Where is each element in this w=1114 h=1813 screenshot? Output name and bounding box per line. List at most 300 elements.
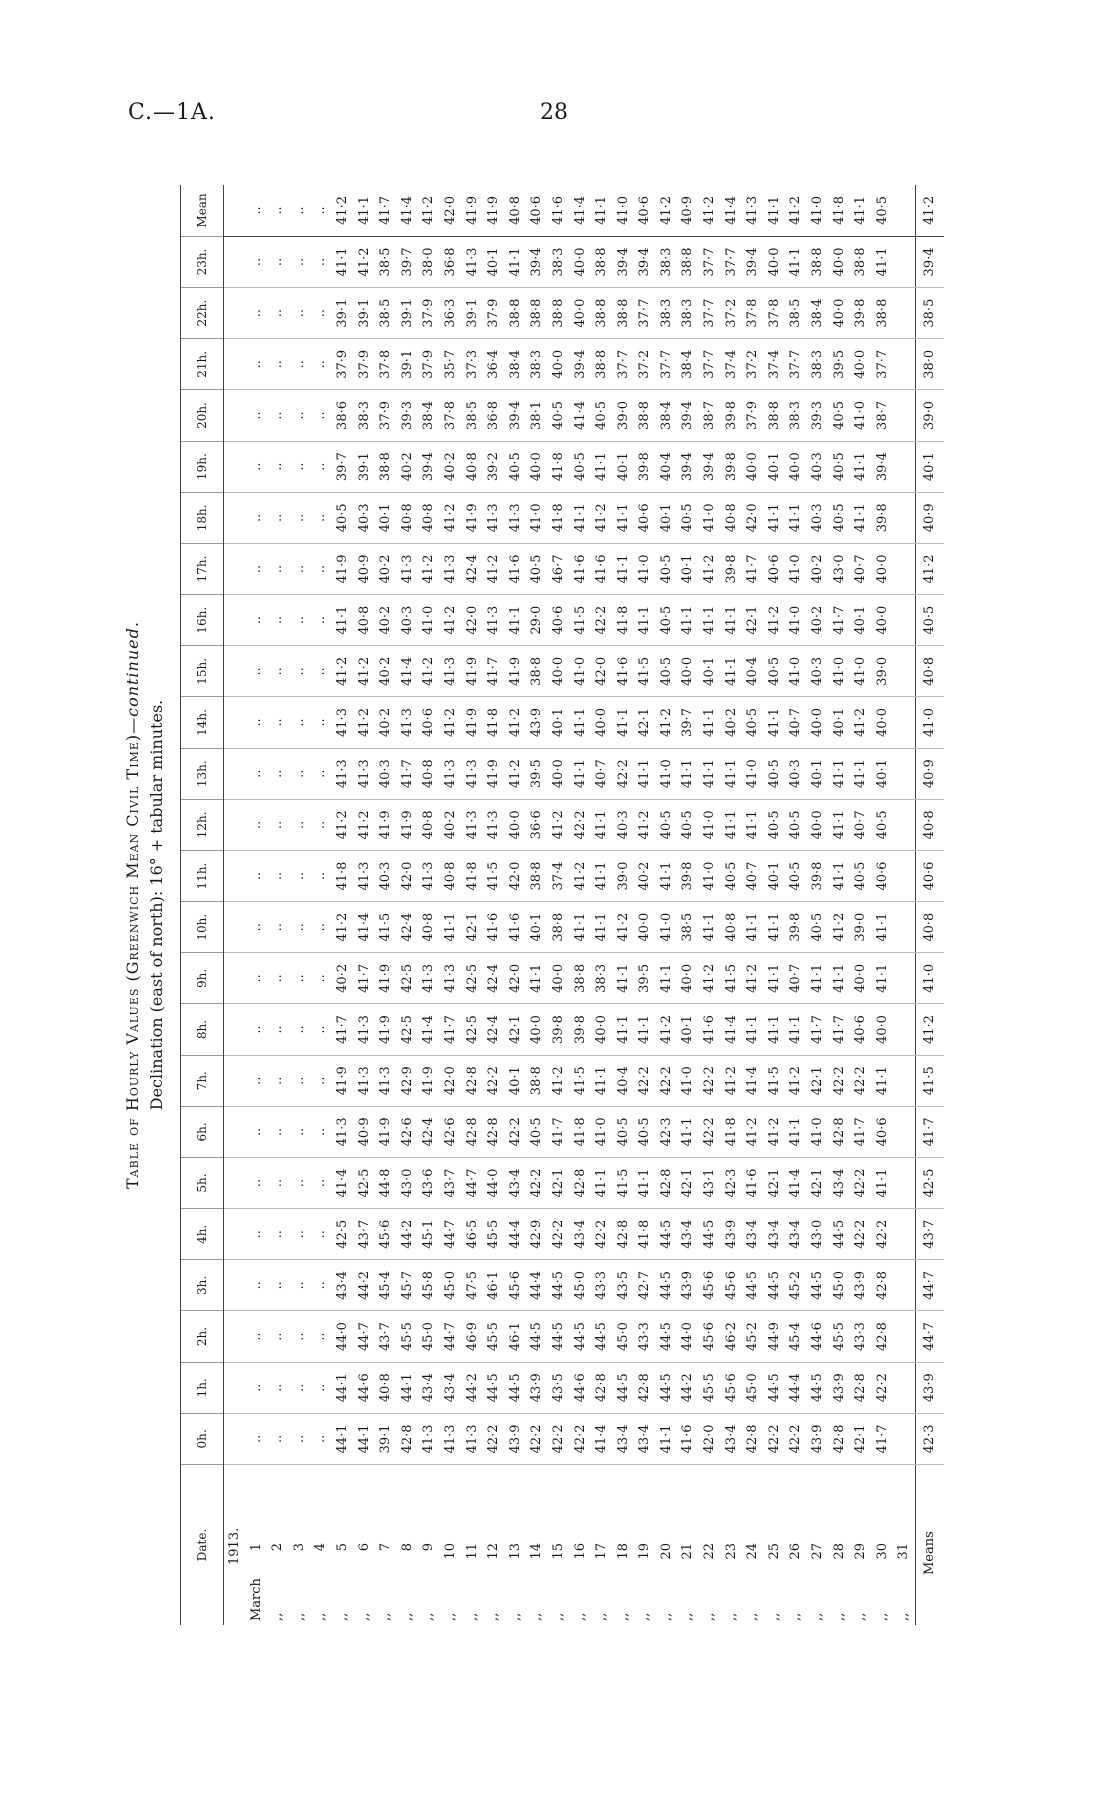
- value-cell: 41·1: [591, 1055, 613, 1106]
- blank-cell: [224, 595, 246, 646]
- value-cell: 41·1: [570, 697, 592, 748]
- value-cell: 39·4: [613, 236, 635, 287]
- date-month: ,,: [313, 1612, 329, 1621]
- value-cell: 42·2: [548, 1413, 570, 1464]
- value-cell: 43·5: [613, 1260, 635, 1311]
- mean-value-cell: 40·9: [916, 492, 945, 543]
- value-cell: 44·5: [807, 1362, 829, 1413]
- value-cell: 41·7: [548, 1106, 570, 1157]
- value-cell: 39·0: [613, 390, 635, 441]
- date-month: ,,: [291, 1612, 307, 1621]
- value-cell: 36·6: [526, 799, 548, 850]
- value-cell: 44·4: [785, 1362, 807, 1413]
- value-cell: 40·6: [634, 492, 656, 543]
- value-cell: 41·1: [677, 748, 699, 799]
- value-cell: 39·4: [634, 236, 656, 287]
- value-cell: 36·4: [483, 339, 505, 390]
- value-cell: 40·0: [548, 339, 570, 390]
- header-row: [181, 185, 224, 1625]
- value-cell: 41·6: [699, 1004, 721, 1055]
- value-cell: 41·0: [677, 1055, 699, 1106]
- value-cell: 42·2: [634, 1055, 656, 1106]
- value-cell: 44·5: [570, 1311, 592, 1362]
- value-cell: 42·0: [742, 492, 764, 543]
- value-cell: 40·0: [548, 646, 570, 697]
- value-cell: 41·8: [613, 595, 635, 646]
- value-cell: 41·2: [418, 185, 440, 236]
- date-month: ,,: [874, 1612, 890, 1621]
- value-cell: 41·1: [505, 236, 527, 287]
- value-cell: 41·5: [570, 1055, 592, 1106]
- date-day: 26: [788, 1543, 804, 1560]
- value-cell: ..: [310, 748, 332, 799]
- value-cell: 39·1: [397, 339, 419, 390]
- column-header: 3h.: [181, 1260, 224, 1311]
- value-cell: 42·1: [764, 1157, 786, 1208]
- value-cell: 43·9: [850, 1260, 872, 1311]
- value-cell: 40·6: [872, 850, 894, 901]
- table-row: [613, 185, 635, 1625]
- column-header: 22h.: [181, 288, 224, 339]
- value-cell: 44·5: [656, 1311, 678, 1362]
- value-cell: 41·9: [483, 748, 505, 799]
- value-cell: ..: [310, 697, 332, 748]
- value-cell: 41·4: [397, 646, 419, 697]
- value-cell: 41·2: [656, 1004, 678, 1055]
- value-cell: 37·8: [742, 288, 764, 339]
- date-cell: [246, 1465, 268, 1626]
- value-cell: 40·0: [526, 441, 548, 492]
- value-cell: 40·5: [829, 492, 851, 543]
- value-cell: ..: [246, 288, 268, 339]
- value-cell: 41·1: [829, 850, 851, 901]
- value-cell: 42·2: [591, 1209, 613, 1260]
- value-cell: 41·1: [850, 748, 872, 799]
- value-cell: 41·8: [462, 850, 484, 901]
- value-cell: 41·1: [570, 748, 592, 799]
- value-cell: 44·5: [613, 1362, 635, 1413]
- value-cell: 40·1: [505, 1055, 527, 1106]
- blank-cell: [224, 1209, 246, 1260]
- date-cell: [893, 1465, 915, 1626]
- value-cell: 38·4: [677, 339, 699, 390]
- column-header: 18h.: [181, 492, 224, 543]
- value-cell: ..: [289, 748, 311, 799]
- value-cell: 41·0: [850, 390, 872, 441]
- date-month: ,,: [378, 1612, 394, 1621]
- value-cell: 43·0: [397, 1157, 419, 1208]
- value-cell: 42·2: [505, 1106, 527, 1157]
- mean-value-cell: 40·8: [916, 646, 945, 697]
- value-cell: 44·1: [332, 1413, 354, 1464]
- table-row: [289, 185, 311, 1625]
- value-cell: 41·3: [418, 1413, 440, 1464]
- value-cell: 41·4: [742, 1055, 764, 1106]
- blank-cell: [224, 1362, 246, 1413]
- value-cell: 41·3: [462, 799, 484, 850]
- value-cell: 42·8: [570, 1157, 592, 1208]
- blank-cell: [224, 236, 246, 287]
- value-cell: 41·2: [505, 697, 527, 748]
- date-day: 28: [831, 1543, 847, 1560]
- value-cell: 41·1: [699, 748, 721, 799]
- value-cell: 42·2: [591, 595, 613, 646]
- blank-cell: [224, 390, 246, 441]
- date-cell: [785, 1465, 807, 1626]
- value-cell: 41·5: [613, 1157, 635, 1208]
- value-cell: 41·4: [721, 185, 743, 236]
- value-cell: 41·2: [591, 492, 613, 543]
- value-cell: 45·0: [570, 1260, 592, 1311]
- value-cell: ..: [246, 850, 268, 901]
- value-cell: 40·6: [850, 1004, 872, 1055]
- date-month: ,,: [853, 1612, 869, 1621]
- value-cell: 40·2: [375, 543, 397, 594]
- value-cell: 42·1: [634, 697, 656, 748]
- value-cell: 41·1: [872, 1157, 894, 1208]
- mean-value-cell: 40·8: [916, 902, 945, 953]
- value-cell: 42·8: [462, 1055, 484, 1106]
- value-cell: 41·0: [591, 1106, 613, 1157]
- value-cell: 43·4: [764, 1209, 786, 1260]
- value-cell: 40·0: [850, 953, 872, 1004]
- value-cell: 37·7: [699, 339, 721, 390]
- value-cell: 38·8: [807, 236, 829, 287]
- column-header: 23h.: [181, 236, 224, 287]
- value-cell: ..: [310, 1106, 332, 1157]
- date-cell: [742, 1465, 764, 1626]
- value-cell: 42·2: [785, 1413, 807, 1464]
- value-cell: 41·1: [764, 953, 786, 1004]
- value-cell: 41·3: [375, 1055, 397, 1106]
- blank-cell: [224, 799, 246, 850]
- value-cell: 45·0: [613, 1311, 635, 1362]
- value-cell: 43·4: [677, 1209, 699, 1260]
- year-label: 1913.: [227, 1527, 242, 1565]
- value-cell: ..: [289, 646, 311, 697]
- value-cell: [893, 850, 915, 901]
- value-cell: 39·3: [397, 390, 419, 441]
- value-cell: 37·7: [785, 339, 807, 390]
- value-cell: 40·9: [354, 543, 376, 594]
- value-cell: 43·7: [440, 1157, 462, 1208]
- table-row: [483, 185, 505, 1625]
- value-cell: 41·3: [332, 748, 354, 799]
- value-cell: 41·3: [354, 748, 376, 799]
- value-cell: 41·1: [591, 799, 613, 850]
- value-cell: 42·1: [505, 1004, 527, 1055]
- date-month: ,,: [334, 1612, 350, 1621]
- value-cell: ..: [310, 1209, 332, 1260]
- value-cell: 38·8: [548, 902, 570, 953]
- value-cell: 41·7: [829, 595, 851, 646]
- value-cell: [893, 185, 915, 236]
- value-cell: 42·0: [505, 850, 527, 901]
- value-cell: 41·4: [397, 185, 419, 236]
- table-row: [656, 185, 678, 1625]
- value-cell: 40·8: [440, 850, 462, 901]
- value-cell: ..: [289, 1260, 311, 1311]
- value-cell: ..: [246, 185, 268, 236]
- value-cell: ..: [246, 646, 268, 697]
- value-cell: 40·0: [829, 236, 851, 287]
- value-cell: 43·4: [613, 1413, 635, 1464]
- value-cell: 39·7: [397, 236, 419, 287]
- value-cell: 39·3: [807, 390, 829, 441]
- date-day: 16: [572, 1543, 588, 1560]
- value-cell: 41·4: [418, 1004, 440, 1055]
- value-cell: 39·1: [332, 288, 354, 339]
- value-cell: 39·8: [677, 850, 699, 901]
- mean-value-cell: 41·5: [916, 1055, 945, 1106]
- value-cell: 41·4: [332, 1157, 354, 1208]
- table-row: [850, 185, 872, 1625]
- value-cell: ..: [246, 1106, 268, 1157]
- value-cell: ..: [289, 799, 311, 850]
- value-cell: 40·3: [397, 595, 419, 646]
- value-cell: 40·5: [634, 1106, 656, 1157]
- value-cell: 41·1: [570, 902, 592, 953]
- value-cell: ..: [310, 953, 332, 1004]
- value-cell: 42·8: [656, 1157, 678, 1208]
- value-cell: 41·9: [505, 646, 527, 697]
- value-cell: 41·5: [764, 1055, 786, 1106]
- value-cell: 41·1: [721, 748, 743, 799]
- value-cell: 41·1: [785, 492, 807, 543]
- value-cell: 40·5: [721, 850, 743, 901]
- value-cell: 41·7: [742, 543, 764, 594]
- value-cell: 41·1: [613, 492, 635, 543]
- value-cell: 41·0: [634, 543, 656, 594]
- value-cell: 43·0: [829, 543, 851, 594]
- value-cell: 41·4: [354, 902, 376, 953]
- value-cell: 42·2: [829, 1055, 851, 1106]
- blank-cell: [224, 1004, 246, 1055]
- value-cell: 41·3: [354, 1055, 376, 1106]
- value-cell: ..: [310, 390, 332, 441]
- value-cell: 45·1: [418, 1209, 440, 1260]
- value-cell: 39·8: [721, 441, 743, 492]
- value-cell: 44·9: [764, 1311, 786, 1362]
- value-cell: 40·1: [699, 646, 721, 697]
- value-cell: 41·1: [591, 902, 613, 953]
- value-cell: 40·2: [375, 646, 397, 697]
- value-cell: 40·5: [332, 492, 354, 543]
- value-cell: 40·2: [332, 953, 354, 1004]
- value-cell: 39·1: [462, 288, 484, 339]
- value-cell: [893, 902, 915, 953]
- value-cell: 42·8: [850, 1362, 872, 1413]
- value-cell: 40·5: [742, 697, 764, 748]
- value-cell: 44·5: [699, 1209, 721, 1260]
- value-cell: 41·2: [785, 1055, 807, 1106]
- value-cell: ..: [310, 543, 332, 594]
- date-cell: [699, 1465, 721, 1626]
- date-month: ,,: [702, 1612, 718, 1621]
- value-cell: 41·2: [742, 953, 764, 1004]
- value-cell: [893, 236, 915, 287]
- value-cell: 41·7: [332, 1004, 354, 1055]
- value-cell: 40·7: [850, 543, 872, 594]
- value-cell: 41·2: [440, 595, 462, 646]
- value-cell: ..: [289, 1157, 311, 1208]
- mean-value-cell: 41·0: [916, 953, 945, 1004]
- value-cell: 41·6: [570, 543, 592, 594]
- value-cell: 45·5: [699, 1362, 721, 1413]
- value-cell: 41·1: [829, 748, 851, 799]
- value-cell: 40·5: [785, 799, 807, 850]
- value-cell: 38·3: [677, 288, 699, 339]
- value-cell: ..: [267, 1055, 289, 1106]
- means-label: Means: [916, 1465, 945, 1626]
- value-cell: 40·0: [634, 902, 656, 953]
- value-cell: 38·3: [807, 339, 829, 390]
- value-cell: 40·0: [872, 595, 894, 646]
- value-cell: ..: [267, 1106, 289, 1157]
- value-cell: 41·2: [332, 902, 354, 953]
- value-cell: 41·6: [548, 185, 570, 236]
- value-cell: 44·7: [354, 1311, 376, 1362]
- column-header: 12h.: [181, 799, 224, 850]
- value-cell: [893, 646, 915, 697]
- value-cell: 37·3: [462, 339, 484, 390]
- table-row: [742, 185, 764, 1625]
- blank-cell: [224, 646, 246, 697]
- mean-value-cell: 41·2: [916, 543, 945, 594]
- value-cell: 44·5: [829, 1209, 851, 1260]
- value-cell: 41·0: [807, 1106, 829, 1157]
- value-cell: 38·8: [634, 390, 656, 441]
- value-cell: ..: [289, 1311, 311, 1362]
- blank-cell: [224, 185, 246, 236]
- value-cell: 41·1: [850, 185, 872, 236]
- table-row: [505, 185, 527, 1625]
- date-day: 23: [723, 1543, 739, 1560]
- value-cell: 45·2: [742, 1311, 764, 1362]
- value-cell: 38·4: [807, 288, 829, 339]
- value-cell: 37·7: [613, 339, 635, 390]
- value-cell: 37·4: [721, 339, 743, 390]
- value-cell: ..: [310, 1260, 332, 1311]
- value-cell: 43·7: [354, 1209, 376, 1260]
- value-cell: 42·2: [699, 1106, 721, 1157]
- value-cell: 41·0: [807, 185, 829, 236]
- value-cell: 41·5: [721, 953, 743, 1004]
- value-cell: 41·1: [591, 441, 613, 492]
- value-cell: 40·8: [462, 441, 484, 492]
- mean-value-cell: 44·7: [916, 1260, 945, 1311]
- mean-value-cell: 43·7: [916, 1209, 945, 1260]
- value-cell: 40·5: [807, 902, 829, 953]
- value-cell: 44·2: [397, 1209, 419, 1260]
- table-row: [570, 185, 592, 1625]
- value-cell: 41·9: [375, 953, 397, 1004]
- date-day: 14: [529, 1543, 545, 1560]
- value-cell: 42·2: [850, 1209, 872, 1260]
- date-month: ,,: [399, 1612, 415, 1621]
- value-cell: 44·6: [570, 1362, 592, 1413]
- value-cell: 41·0: [656, 902, 678, 953]
- value-cell: 41·1: [332, 595, 354, 646]
- value-cell: 45·4: [785, 1311, 807, 1362]
- value-cell: 40·5: [677, 492, 699, 543]
- value-cell: 42·2: [570, 1413, 592, 1464]
- value-cell: 42·1: [677, 1157, 699, 1208]
- value-cell: 41·3: [742, 185, 764, 236]
- date-day: 12: [486, 1543, 502, 1560]
- value-cell: 42·0: [440, 185, 462, 236]
- value-cell: 45·5: [483, 1209, 505, 1260]
- value-cell: 42·8: [872, 1260, 894, 1311]
- value-cell: 38·4: [418, 390, 440, 441]
- value-cell: ..: [289, 953, 311, 1004]
- value-cell: 40·3: [807, 646, 829, 697]
- value-cell: 43·4: [721, 1413, 743, 1464]
- value-cell: ..: [289, 1055, 311, 1106]
- value-cell: 41·1: [764, 902, 786, 953]
- value-cell: 38·4: [656, 390, 678, 441]
- value-cell: 41·8: [634, 1209, 656, 1260]
- value-cell: 38·5: [375, 236, 397, 287]
- date-cell: [267, 1465, 289, 1626]
- value-cell: 39·4: [505, 390, 527, 441]
- value-cell: 41·9: [375, 1004, 397, 1055]
- date-day: 6: [356, 1543, 372, 1552]
- value-cell: ..: [289, 1004, 311, 1055]
- blank-cell: [224, 288, 246, 339]
- value-cell: 40·1: [375, 492, 397, 543]
- value-cell: 41·1: [677, 595, 699, 646]
- table-row: [310, 185, 332, 1625]
- value-cell: 29·0: [526, 595, 548, 646]
- value-cell: 41·9: [462, 697, 484, 748]
- value-cell: 41·1: [872, 1055, 894, 1106]
- value-cell: 41·9: [418, 1055, 440, 1106]
- date-cell: [289, 1465, 311, 1626]
- value-cell: 39·0: [872, 646, 894, 697]
- date-day: 31: [896, 1543, 912, 1560]
- value-cell: 44·5: [764, 1362, 786, 1413]
- value-cell: 46·5: [462, 1209, 484, 1260]
- value-cell: 44·0: [332, 1311, 354, 1362]
- value-cell: 37·7: [699, 288, 721, 339]
- date-cell: [634, 1465, 656, 1626]
- date-day: 15: [550, 1543, 566, 1560]
- value-cell: 44·5: [591, 1311, 613, 1362]
- value-cell: 45·5: [483, 1311, 505, 1362]
- value-cell: 40·5: [505, 441, 527, 492]
- date-month: ,,: [680, 1612, 696, 1621]
- value-cell: 39·4: [526, 236, 548, 287]
- date-cell: [764, 1465, 786, 1626]
- value-cell: 43·9: [677, 1260, 699, 1311]
- value-cell: 37·9: [354, 339, 376, 390]
- value-cell: 41·1: [656, 953, 678, 1004]
- value-cell: 41·7: [397, 748, 419, 799]
- value-cell: 41·1: [872, 236, 894, 287]
- value-cell: 42·8: [872, 1311, 894, 1362]
- table-row: [246, 185, 268, 1625]
- value-cell: 39·2: [483, 441, 505, 492]
- value-cell: 41·8: [483, 697, 505, 748]
- value-cell: 41·1: [634, 1157, 656, 1208]
- value-cell: 41·1: [872, 953, 894, 1004]
- value-cell: 40·5: [548, 390, 570, 441]
- value-cell: ..: [289, 1106, 311, 1157]
- mean-value-cell: 40·1: [916, 441, 945, 492]
- table-row: [591, 185, 613, 1625]
- value-cell: 40·2: [807, 595, 829, 646]
